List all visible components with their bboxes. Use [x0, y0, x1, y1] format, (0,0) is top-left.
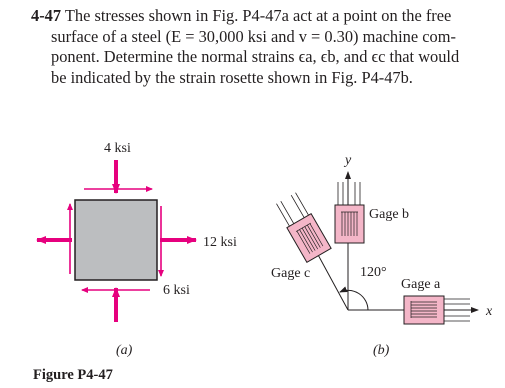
- figure-caption: Figure P4-47: [33, 367, 113, 383]
- stress-element: [37, 141, 237, 358]
- gage-c: [274, 191, 331, 262]
- strain-rosette: [271, 153, 493, 358]
- stress-block: [75, 200, 157, 280]
- problem-line-3: ponent. Determine the normal strains ϵa, ϵb, and ϵc that would: [51, 47, 460, 67]
- problem-line-2: surface of a steel (E = 30,000 ksi and v = 0.30) machine com-: [51, 26, 456, 46]
- gage-a-label: Gage a: [401, 277, 441, 292]
- angle-arc: [340, 290, 368, 310]
- sublabel-a: (a): [116, 343, 133, 358]
- label-6ksi: 6 ksi: [163, 283, 190, 298]
- problem-number: 4-47: [31, 6, 62, 25]
- gage-b: [335, 182, 364, 243]
- gage-c-label: Gage c: [271, 266, 311, 281]
- angle-label: 120°: [360, 265, 387, 280]
- sublabel-b: (b): [373, 343, 390, 358]
- y-axis-label: y: [345, 153, 352, 168]
- gage-b-label: Gage b: [369, 207, 410, 222]
- label-4ksi: 4 ksi: [104, 141, 131, 156]
- problem-line-4: be indicated by the strain rosette shown in Fig. P4-47b.: [51, 67, 413, 87]
- problem-line-1: 4-47 The stresses shown in Fig. P4-47a act at a point on the free: [31, 6, 452, 25]
- label-12ksi: 12 ksi: [203, 235, 237, 250]
- x-axis-label: x: [486, 304, 493, 319]
